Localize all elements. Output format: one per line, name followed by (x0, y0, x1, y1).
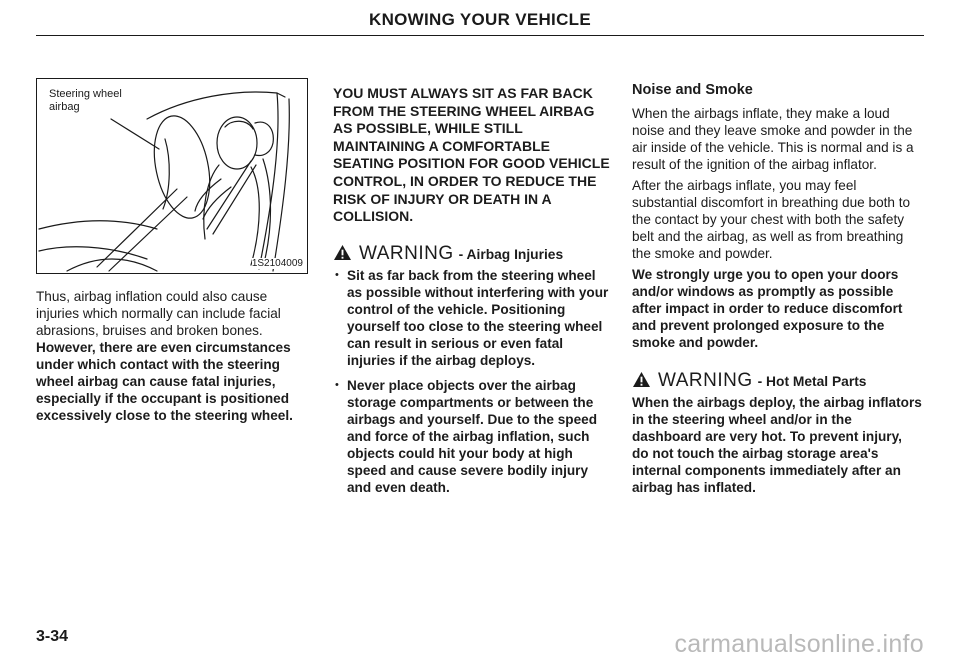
bullet-text: Sit as far back from the steering wheel as possible without interfering with your control of the vehicle. Positioning yourself too close to the steering wheel can result in serious or even fatal injuries if the airbag deploys. (347, 267, 609, 368)
injury-text: Thus, airbag inflation could also cause injuries which normally can include facial abrasions, bruises and broken bones. (36, 289, 281, 338)
figure-label-line1: Steering wheel (49, 88, 122, 100)
section-title: Noise and Smoke (632, 82, 753, 98)
warning-heading-hot-metal (632, 369, 922, 390)
open-doors-paragraph: We strongly urge you to open your doors and/or windows as promptly as possible after impact in order to reduce discomfort and prevent prolonged exposure to the smoke and powder. (632, 267, 903, 350)
airbag-warning-list (333, 267, 611, 496)
column-middle (333, 85, 611, 504)
fatal-injury-text: However, there are even circumstances under which contact with the steering wheel airbag can cause fatal injuries, especially if the occupant is positioned excessively close to the steering wheel. (36, 340, 293, 423)
warning-subtitle: - Airbag Injuries (458, 246, 564, 262)
hot-parts-paragraph: When the airbags deploy, the airbag inflators in the steering wheel and/or in the dashboard are very hot. To prevent injury, do not touch the airbag storage area's internal components immediately after an airbag has inflated. (632, 395, 922, 495)
header-rule (36, 35, 924, 36)
warning-triangle-icon (632, 371, 651, 388)
page-number: 3-34 (36, 628, 69, 645)
warning-word: WARNING (658, 370, 753, 391)
list-item (333, 377, 611, 496)
discomfort-paragraph: After the airbags inflate, you may feel substantial discomfort in breathing due both to the contact by your chest with both the safety belt and the airbag, as well as from breathing the smoke and powder. (632, 178, 911, 261)
bullet-icon: • (335, 378, 339, 391)
figure-label-line2: airbag (49, 101, 80, 113)
sit-far-back-notice: YOU MUST ALWAYS SIT AS FAR BACK FROM THE STEERING WHEEL AIRBAG AS POSSIBLE, WHILE STILL MAINTAINING A COMFORTABLE SEATING POSITION FOR GOOD VEHICLE CONTROL, IN ORDER TO REDUCE THE RISK OF INJURY OR DEATH IN A COLLISION. (333, 85, 610, 225)
bullet-icon: • (335, 268, 339, 281)
list-item (333, 267, 611, 369)
warning-heading-airbag-injuries (333, 242, 611, 263)
bullet-text: Never place objects over the airbag storage compartments or between the airbags and yourself. Due to the speed and force of the airbag inflation, such objects could hit your body at high speed and cause severe bodily injury and even death. (347, 377, 598, 495)
noise-paragraph: When the airbags inflate, they make a loud noise and they leave smoke and powder in the air inside of the vehicle. This is normal and is a result of the ignition of the airbag inflator. (632, 106, 914, 172)
warning-subtitle: - Hot Metal Parts (757, 374, 867, 389)
injury-paragraph (36, 288, 308, 424)
watermark: carmanualsonline.info (674, 630, 924, 658)
warning-triangle-icon (333, 244, 352, 261)
airbag-illustration (36, 78, 308, 274)
column-left (36, 288, 308, 428)
warning-word: WARNING (359, 242, 454, 264)
page-header: KNOWING YOUR VEHICLE (369, 10, 591, 29)
figure-label (49, 88, 124, 114)
column-right (632, 82, 922, 500)
figure-code: 1S2104009 (251, 258, 303, 269)
